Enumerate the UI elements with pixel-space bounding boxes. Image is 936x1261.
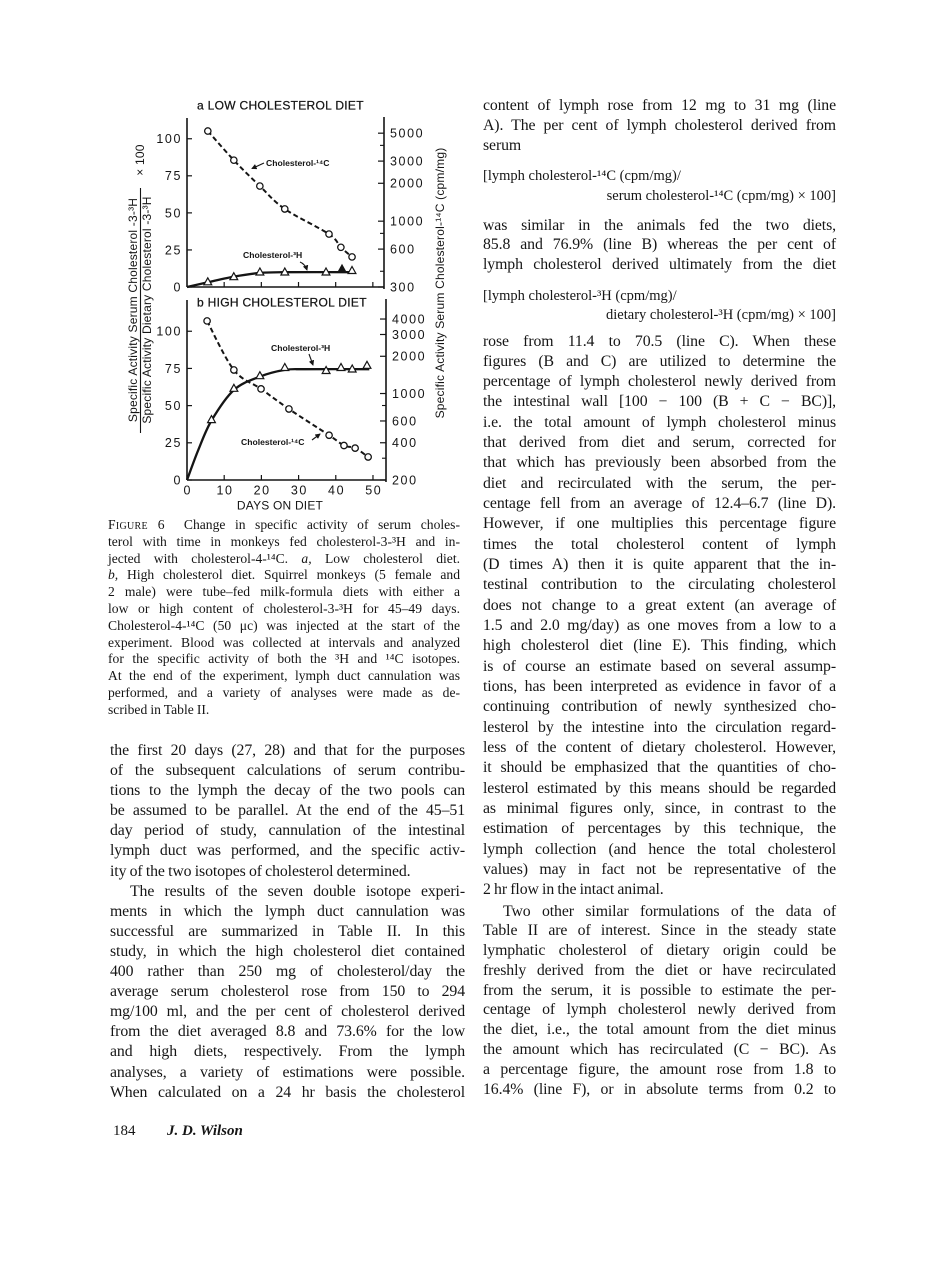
annotation-arrow [312, 434, 320, 440]
data-point-cholesterol-14c [286, 406, 292, 412]
text-line: content of lymph rose from 12 mg to 31 mg (line [483, 96, 836, 114]
figure-caption [108, 517, 460, 719]
data-point-cholesterol-14c [352, 445, 358, 451]
y-left-tick-label: 100 [156, 132, 182, 147]
text-line: 400 rather than 250 mg of cholesterol/day the [110, 963, 465, 981]
data-point-cholesterol-14c [204, 318, 210, 324]
text-line: the intestinal wall [100 − 100 (B + C − BC)], [483, 393, 836, 411]
text-line: However, if one multiplies this percentage figure [483, 515, 836, 533]
text-line: that derived from diet and serum, corrected for [483, 434, 836, 452]
series-line-cholesterol-14c [208, 131, 352, 257]
y-left-tick-label: 100 [156, 324, 182, 339]
y-right-tick-label: 4000 [392, 312, 427, 327]
text-line: the first 20 days (27, 28) and that for the purposes [110, 742, 465, 759]
data-point-cholesterol-3h [256, 268, 264, 275]
text-line: estimation of percentages by this technique, the [483, 820, 836, 838]
caption-line [108, 517, 460, 534]
y-right-tick-label: 200 [392, 473, 418, 488]
annotation-label-3h: Cholesterol-³H [243, 250, 303, 260]
annotation-label-14c: Cholesterol-¹⁴C [241, 437, 305, 447]
y-right-tick-label: 3000 [392, 327, 427, 342]
y-left-tick-label: 25 [164, 243, 182, 258]
paragraph [110, 741, 465, 882]
y-axis-left-denominator: Specific Activity Dietary Cholesterol -3-³H [140, 196, 154, 424]
left-column-body [110, 741, 465, 1103]
paragraph [483, 216, 836, 275]
caption-text: Low cholesterol diet. [311, 550, 460, 566]
text-line: analyses, a variety of estimations were possible. [110, 1063, 465, 1081]
data-point-cholesterol-14c [257, 183, 263, 189]
y-right-tick-label: 2000 [390, 176, 425, 191]
annotation-label-14c: Cholesterol-¹⁴C [266, 158, 330, 168]
y-left-tick-label: 0 [173, 473, 182, 488]
text-line: serum [483, 136, 522, 154]
text-line: 16.4% (line F), or in absolute terms from 0.2 to [483, 1080, 836, 1098]
text-line: lymph collection (and hence the total cholesterol [483, 840, 836, 858]
y-left-tick-label: 50 [164, 399, 182, 414]
y-right-tick-label: 5000 [390, 126, 425, 141]
text-line: ity of the two isotopes of cholesterol determined. [110, 862, 411, 880]
y-axis-left-label [126, 144, 154, 433]
text-line: it should be emphasized that the quantities of cho- [483, 759, 836, 777]
caption-line: terol with time in monkeys fed cholesterol-3-³H and in- [108, 533, 460, 549]
text-line: a percentage figure, the amount rose from 1.8 to [483, 1060, 836, 1078]
x-tick-label: 10 [216, 483, 234, 498]
panel-b-title: b HIGH CHOLESTEROL DIET [197, 295, 367, 310]
text-line: 2 hr flow in the intact animal. [483, 881, 664, 899]
panel-a-plot [156, 117, 424, 294]
text-line: is of course an estimate based on several assump- [483, 657, 836, 675]
y-right-tick-label: 300 [390, 280, 416, 295]
text-line: was similar in the animals fed the two diets, [483, 216, 836, 234]
text-line: tions, has been interpreted as evidence in favor of a [483, 678, 836, 696]
data-point-cholesterol-14c [341, 442, 347, 448]
data-point-cholesterol-14c [349, 254, 355, 260]
text-line: lymph cholesterol derived ultimately from the diet [483, 255, 836, 273]
y-right-tick-label: 2000 [392, 349, 427, 364]
text-line: values) may in fact not be representative of the [483, 861, 836, 879]
data-point-cholesterol-14c [231, 367, 237, 373]
caption-text: jected with cholesterol-4-¹⁴C. [108, 550, 302, 566]
text-line: high cholesterol diet (line E). This finding, which [483, 637, 836, 655]
text-line: from the diet averaged 8.8 and 73.6% for the low [110, 1023, 465, 1041]
text-line: be assumed to be parallel. At the end of the 45–51 [110, 802, 465, 820]
text-line: times the total cholesterol content of lymph [483, 535, 836, 553]
caption-line [108, 567, 460, 584]
text-line: When calculated on a 24 hr basis the cholesterol [110, 1083, 465, 1101]
annotation-arrow [309, 354, 313, 365]
text-line: from the serum, it is possible to estimate the per- [483, 981, 836, 999]
formula-numerator: [lymph cholesterol-³H (cpm/mg)/ [483, 287, 677, 304]
data-point-cholesterol-3h [337, 364, 345, 371]
data-point-cholesterol-14c [205, 128, 211, 134]
data-point-cholesterol-3h [363, 361, 371, 368]
data-point-cholesterol-14c [338, 244, 344, 250]
page-number: 184 [113, 1122, 136, 1139]
text-line: day period of study, cannulation of the intestinal [110, 822, 465, 840]
caption-line: experiment. Blood was collected at intervals and analyzed [108, 634, 460, 650]
panel-ref-b: b, [108, 567, 119, 583]
text-line: lesterol estimated by this means should be regarded [483, 779, 836, 797]
formula-denominator: serum cholesterol-¹⁴C (cpm/mg) × 100] [606, 188, 836, 205]
data-point-cholesterol-14c [365, 454, 371, 460]
text-line: does not change to a great extent (an average of [483, 596, 836, 614]
y-left-tick-label: 75 [164, 361, 182, 376]
panel-a-title: a LOW CHOLESTEROL DIET [197, 98, 364, 113]
text-line: freshly derived from the diet or have recirculated [483, 961, 836, 979]
text-line: A). The per cent of lymph cholesterol derived from [483, 116, 836, 134]
paragraph [110, 882, 465, 1103]
text-line: testinal contribution to the circulating cholesterol [483, 576, 836, 594]
text-line: centage of lymph cholesterol newly derived from [483, 1001, 836, 1019]
annotation-arrow [300, 262, 307, 270]
text-line: 85.8 and 76.9% (line B) whereas the per cent of [483, 236, 836, 253]
formula-numerator: [lymph cholesterol-¹⁴C (cpm/mg)/ [483, 168, 681, 185]
text-line: the amount which has recirculated (C − BC). As [483, 1041, 836, 1059]
text-line: Table II are of interest. Since in the steady state [483, 922, 836, 940]
y-right-tick-label: 1000 [392, 386, 427, 401]
y-axis-left-multiplier: × 100 [133, 144, 147, 176]
caption-text: Change in specific activity of serum choles- [183, 517, 460, 532]
caption-line: At the end of the experiment, lymph duct cannulation was [108, 668, 460, 684]
formula-diet-fraction [483, 287, 836, 325]
text-line: lymph duct was performed, and the specific activ- [110, 842, 465, 860]
text-line: less of the content of dietary cholesterol. However, [483, 739, 836, 757]
caption-line [108, 551, 460, 568]
y-left-tick-label: 75 [164, 169, 182, 184]
x-tick-label: 30 [290, 483, 308, 498]
x-tick-label: 20 [253, 483, 271, 498]
y-left-tick-label: 50 [164, 206, 182, 221]
text-line: 1.5 and 2.0 mg/day) as one moves from a low to a [483, 617, 836, 635]
formula-denominator: dietary cholesterol-³H (cpm/mg) × 100] [606, 306, 836, 323]
caption-line: scribed in Table II. [108, 701, 210, 717]
y-axis-right-label: Specific Activity Serum Cholesterol-¹⁴C (cpm/mg) [433, 147, 447, 419]
data-point-cholesterol-14c [258, 386, 264, 392]
text-line: study, in which the high cholesterol diet contained [110, 942, 465, 960]
caption-line: low or high content of cholesterol-3-³H for 45–49 days. [108, 600, 460, 616]
y-right-tick-label: 400 [392, 436, 418, 451]
text-line: i.e. the total amount of lymph cholesterol minus [483, 413, 836, 431]
caption-line: for the specific activity of both the ³H and ¹⁴C isotopes. [108, 651, 460, 667]
page-footer [113, 1121, 413, 1141]
panel-ref-a: a, [301, 550, 312, 566]
text-line: percentage of lymph cholesterol newly derived from [483, 373, 836, 391]
caption-text: High cholesterol diet. Squirrel monkeys (5 female and [118, 567, 460, 583]
y-right-tick-label: 3000 [390, 154, 425, 169]
text-line: lymphatic cholesterol of dietary origin could be [483, 942, 836, 960]
data-point-cholesterol-14c [326, 231, 332, 237]
x-tick-label: 0 [183, 483, 193, 498]
text-line: and high diets, respectively. From the lymph [110, 1043, 465, 1061]
data-point-cholesterol-14c [282, 206, 288, 212]
formula-serum-fraction [483, 166, 836, 206]
caption-line: Cholesterol-4-¹⁴C (50 μc) was injected at the start of the [108, 617, 460, 633]
annotation-label-3h: Cholesterol-³H [271, 343, 331, 353]
caption-line: performed, and a variety of analyses were made as de- [108, 684, 460, 700]
y-left-tick-label: 25 [164, 436, 182, 451]
text-line: Two other similar formulations of the data of [503, 902, 836, 920]
text-line: tions to the lymph the decay of the two pools can [110, 782, 465, 800]
y-right-tick-label: 1000 [390, 214, 425, 229]
running-author: J. D. Wilson [167, 1122, 243, 1139]
data-point-cholesterol-3h [348, 267, 356, 274]
paragraph [483, 332, 836, 901]
text-line: of the subsequent calculations of serum contribu- [110, 762, 465, 780]
data-point-cholesterol-14c [326, 432, 332, 438]
text-line: lesterol by the intestine into the circulation regard- [483, 718, 836, 736]
y-left-tick-label: 0 [173, 280, 182, 295]
text-line: continuing contribution of newly synthesized cho- [483, 698, 836, 716]
panel-b-plot [156, 299, 426, 498]
text-line: rose from 11.4 to 70.5 (line C). When these [483, 332, 836, 350]
text-line: mg/100 ml, and the per cent of cholesterol derived [110, 1003, 465, 1021]
y-right-tick-label: 600 [392, 414, 418, 429]
data-point-cholesterol-14c [231, 157, 237, 163]
y-right-tick-label: 600 [390, 242, 416, 257]
text-line: figures (B and C) are utilized to determine the [483, 352, 836, 370]
text-line: centage fell from an average of 12.4–6.7 (line D). [483, 495, 836, 513]
text-line: that which has previously been absorbed from the [483, 454, 836, 472]
x-axis-label: DAYS ON DIET [236, 498, 324, 513]
x-tick-label: 40 [328, 483, 346, 498]
text-line: as minimal figures only, since, in contrast to the [483, 800, 836, 818]
caption-line: 2 male) were tube–fed milk-formula diets with either a [108, 584, 460, 600]
text-line: (D times A) then it is quite apparent that the in- [483, 556, 836, 574]
data-point-cholesterol-3h [338, 265, 346, 272]
data-point-cholesterol-3h [281, 364, 289, 371]
figure-label: Figure 6 [108, 517, 165, 532]
text-line: average serum cholesterol rose from 150 to 294 [110, 983, 465, 1001]
paragraph [483, 96, 836, 156]
text-line: diet and recirculated with the serum, the per- [483, 474, 836, 492]
text-line: the diet, i.e., the total amount from the diet minus [483, 1021, 836, 1039]
series-line-cholesterol-3h [187, 369, 369, 480]
text-line: The results of the seven double isotope experi- [130, 882, 465, 900]
y-axis-left-numerator: Specific Activity Serum Cholesterol -3-³H [126, 197, 140, 423]
text-line: ments in which the lymph duct cannulation was [110, 902, 465, 920]
x-tick-label: 50 [365, 483, 383, 498]
paragraph [483, 902, 836, 1100]
annotation-arrow [252, 163, 264, 169]
text-line: successful are summarized in Table II. In this [110, 922, 465, 940]
